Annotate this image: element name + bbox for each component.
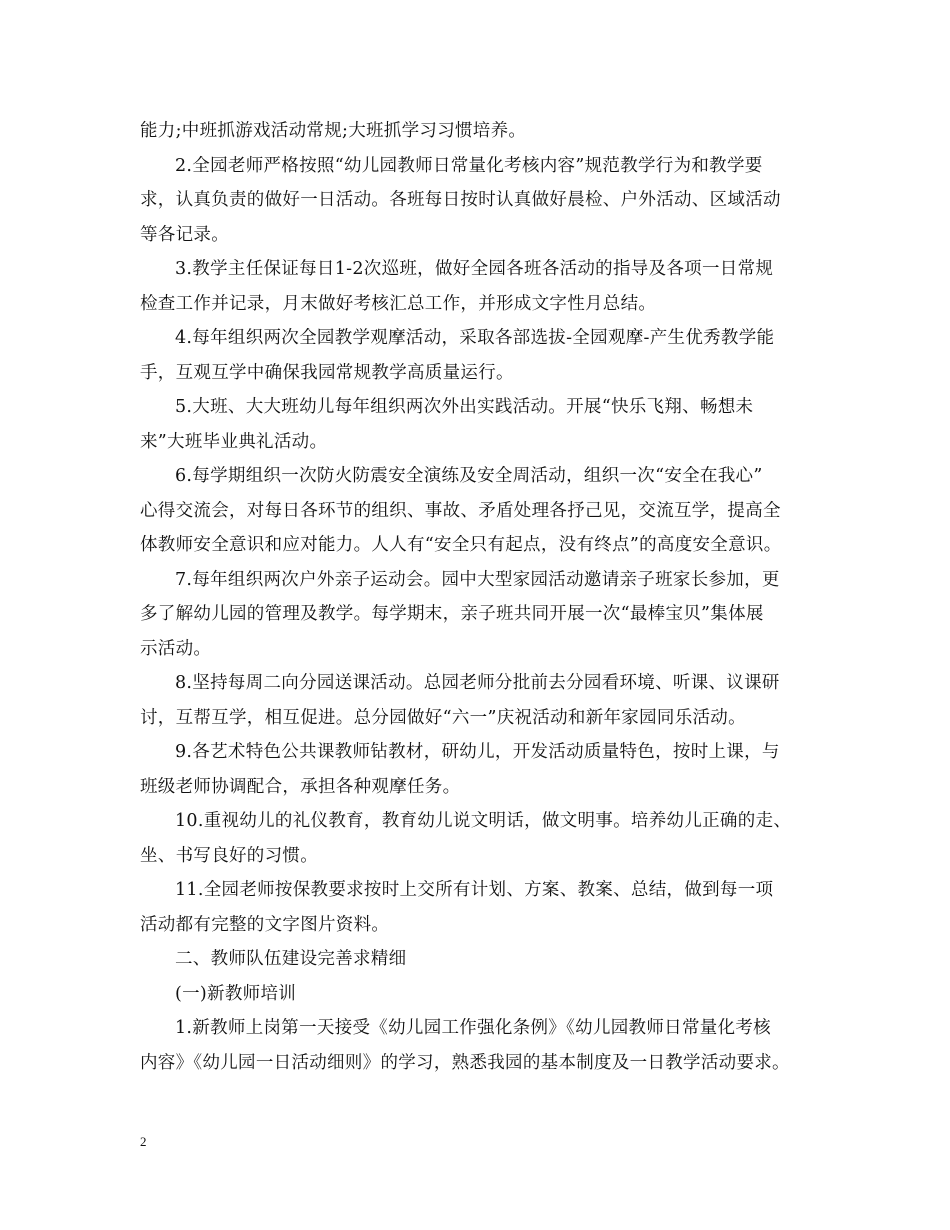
text-line: 2.全园老师严格按照“幼儿园教师日常量化考核内容”规范教学行为和教学要 xyxy=(175,155,763,176)
page-number: 2 xyxy=(140,1134,147,1149)
text-line: 7.每年组织两次户外亲子运动会。园中大型家园活动邀请亲子班家长参加，更 xyxy=(175,569,780,590)
text-line: 来”大班毕业典礼活动。 xyxy=(140,431,328,452)
text-line: 二、教师队伍建设完善求精细 xyxy=(175,949,407,969)
text-line: (一)新教师培训 xyxy=(175,983,297,1004)
text-line: 多了解幼儿园的管理及教学。每学期末，亲子班共同开展一次“最棒宝贝”集体展 xyxy=(140,604,764,624)
text-line: 活动都有完整的文字图片资料。 xyxy=(140,914,390,935)
text-line: 11.全园老师按保教要求按时上交所有计划、方案、教案、总结，做到每一项 xyxy=(175,880,774,900)
text-line: 3.教学主任保证每日1-2次巡班，做好全园各班各活动的指导及各项一日常规 xyxy=(175,259,774,279)
text-line: 心得交流会，对每日各环节的组织、事故、矛盾处理各抒己见，交流互学，提高全 xyxy=(140,500,781,521)
text-line: 求，认真负责的做好一日活动。各班每日按时认真做好晨检、户外活动、区域活动 xyxy=(140,190,781,210)
text-line: 1.新教师上岗第一天接受《幼儿园工作强化条例》《幼儿园教师日常量化考核 xyxy=(175,1018,771,1038)
text-line: 内容》《幼儿园一日活动细则》的学习，熟悉我园的基本制度及一日教学活动要求。 xyxy=(140,1052,790,1073)
text-line: 示活动。 xyxy=(140,638,212,659)
text-line: 6.每学期组织一次防火防震安全演练及安全周活动，组织一次“安全在我心” xyxy=(175,466,763,486)
text-line: 10.重视幼儿的礼仪教育，教育幼儿说文明话，做文明事。培养幼儿正确的走、 xyxy=(175,811,792,831)
text-line: 讨，互帮互学，相互促进。总分园做好“六一”庆祝活动和新年家园同乐活动。 xyxy=(140,707,746,728)
text-line: 4.每年组织两次全园教学观摩活动，采取各部选拔-全园观摩-产生优秀教学能 xyxy=(175,328,775,348)
text-line: 能力;中班抓游戏活动常规;大班抓学习习惯培养。 xyxy=(140,121,527,141)
text-line: 检查工作并记录，月末做好考核汇总工作，并形成文字性月总结。 xyxy=(140,293,657,314)
text-line: 9.各艺术特色公共课教师钻教材，研幼儿，开发活动质量特色，按时上课，与 xyxy=(175,742,780,762)
document-body xyxy=(140,114,826,1080)
text-line: 8.坚持每周二向分园送课活动。总园老师分批前去分园看环境、听课、议课研 xyxy=(175,673,780,693)
text-line: 手，互观互学中确保我园常规教学高质量运行。 xyxy=(140,362,514,383)
text-line: 班级老师协调配合，承担各种观摩任务。 xyxy=(140,776,461,797)
text-line: 体教师安全意识和应对能力。人人有“安全只有起点，没有终点”的高度安全意识。 xyxy=(140,535,782,555)
text-line: 坐、书写良好的习惯。 xyxy=(140,845,318,866)
text-line: 5.大班、大大班幼儿每年组织两次外出实践活动。开展“快乐飞翔、畅想未 xyxy=(175,397,754,417)
text-line: 等各记录。 xyxy=(140,224,229,245)
